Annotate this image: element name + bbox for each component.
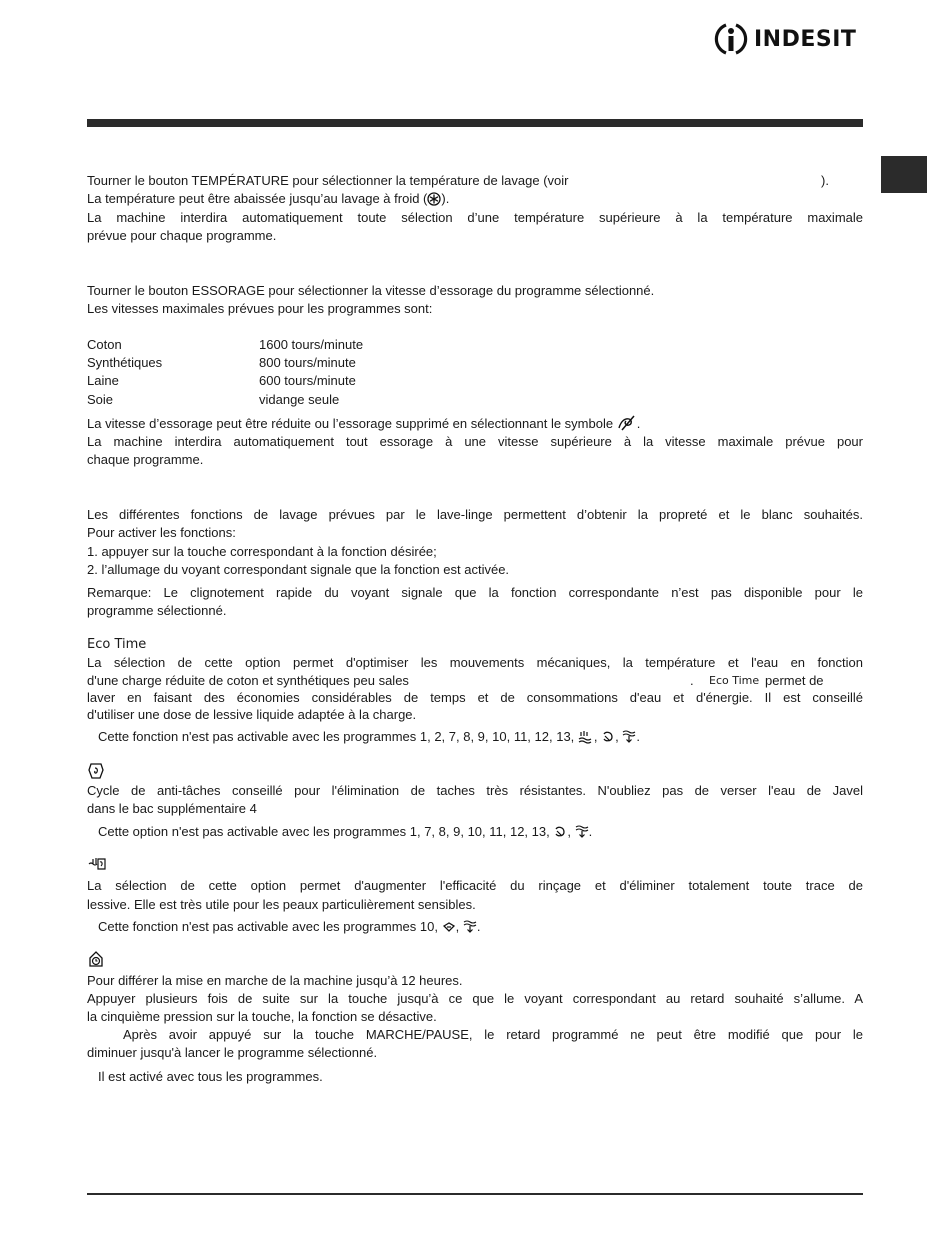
functions-line-5: Remarque: Le clignotement rapide du voyant signale que la fonction correspondante n’est pas disponible pour le (87, 585, 863, 600)
spin-line-1: Tourner le bouton ESSORAGE pour sélectionner la vitesse d’essorage du programme sélectionné. (87, 283, 655, 298)
text: . (588, 824, 593, 839)
functions-line-4: 2. l’allumage du voyant correspondant signale que la fonction est activée. (87, 562, 510, 577)
spin-row-soie (87, 392, 113, 408)
language-tab (881, 156, 927, 193)
stain-line-2: dans le bac supplémentaire 4 (87, 801, 257, 816)
temperature-line-1 (87, 173, 829, 189)
delay-line-4: Après avoir appuyé sur la touche MARCHE/PAUSE, le retard programmé ne peut être modifié que pour le (123, 1027, 863, 1042)
delay-line-2: Appuyer plusieurs fois de suite sur la touche jusqu’à ce que le voyant correspondant au retard souhaité s’allume. A (87, 991, 863, 1006)
rinse-heading-icon (87, 856, 107, 877)
spin-row-laine (87, 373, 119, 389)
text: Tourner le bouton TEMPÉRATURE pour sélectionner la température de lavage (voir (87, 173, 569, 188)
delicate-spin-icon (442, 920, 456, 934)
text: . (636, 729, 641, 744)
text: . (636, 416, 641, 431)
spin-program-icon (601, 730, 615, 744)
spin-line-3 (87, 415, 640, 432)
footer-rule (87, 1193, 863, 1195)
ecotime-line-4: d'utiliser une dose de lessive liquide adaptée à la charge. (87, 707, 417, 722)
ecotime-line-3: laver en faisant des économies considérables de temps et de consommations d'eau et d'énergie. Il est conseillé (87, 690, 863, 705)
delay-heading-icon (87, 950, 105, 975)
text: ). (821, 173, 829, 188)
text: , (615, 729, 619, 744)
text: . (476, 919, 481, 934)
ecotime-inline-label: Eco Time (709, 674, 760, 687)
text: , (455, 919, 460, 934)
stain-heading-icon (87, 762, 105, 785)
spin-line-2: Les vitesses maximales prévues pour les programmes sont: (87, 301, 433, 316)
cold-wash-icon (427, 192, 441, 206)
header-bar (87, 119, 863, 127)
rinse-program-icon (578, 730, 594, 744)
delay-line-5: diminuer jusqu'à lancer le programme sélectionné. (87, 1045, 378, 1060)
rinse-line-1: La sélection de cette option permet d'augmenter l'efficacité du rinçage et d'éliminer totalement toute trace de (87, 878, 863, 893)
spin-row-coton (87, 337, 122, 353)
program-name: Synthétiques (87, 355, 163, 370)
spin-line-4: La machine interdira automatiquement tout essorage à une vitesse supérieure à la vitesse maximale prévue pour (87, 434, 863, 449)
text: ). (441, 191, 450, 206)
rinse-note (98, 919, 480, 935)
text: . (690, 673, 694, 688)
functions-line-2: Pour activer les fonctions: (87, 525, 236, 540)
text: permet de (765, 673, 824, 688)
spin-speed: 800 tours/minute (259, 355, 356, 370)
drain-program-icon (575, 825, 589, 839)
delay-line-6: Il est activé avec tous les programmes. (98, 1069, 323, 1084)
ecotime-note (98, 729, 640, 745)
program-name: Laine (87, 373, 119, 388)
drain-program-icon (622, 730, 636, 744)
temperature-line-3: La machine interdira automatiquement toute sélection d’une température supérieure à la température maximale (87, 210, 863, 225)
ecotime-line-2 (87, 673, 863, 689)
program-name: Soie (87, 392, 114, 407)
spin-row-synthetiques (87, 355, 162, 371)
drain-program-icon (463, 920, 477, 934)
indesit-logo (712, 20, 856, 58)
text: La vitesse d’essorage peut être réduite ou l’essorage supprimé en sélectionnant le symbole (87, 416, 614, 431)
spin-program-icon (553, 825, 567, 839)
temperature-line-2 (87, 191, 449, 207)
spin-speed: 600 tours/minute (259, 373, 356, 388)
text: Cette fonction n'est pas activable avec les programmes 10, (98, 919, 438, 934)
no-spin-icon (617, 415, 637, 431)
spin-line-5: chaque programme. (87, 452, 204, 467)
spin-speed: vidange seule (259, 392, 340, 407)
brand-name: INDESIT (754, 26, 857, 52)
temperature-line-4: prévue pour chaque programme. (87, 228, 277, 243)
text: Cette option n'est pas activable avec les programmes 1, 7, 8, 9, 10, 11, 12, 13, (98, 824, 550, 839)
text: , (593, 729, 598, 744)
text: La température peut être abaissée jusqu’au lavage à froid ( (87, 191, 428, 206)
text: Cette fonction n'est pas activable avec les programmes 1, 2, 7, 8, 9, 10, 11, 12, 13, (98, 729, 575, 744)
stain-note (98, 824, 592, 840)
rinse-line-2: lessive. Elle est très utile pour les peaux particulièrement sensibles. (87, 897, 476, 912)
functions-line-1: Les différentes fonctions de lavage prévues par le lave-linge permettent d’obtenir la propreté et le blanc souhaités. (87, 507, 863, 522)
ecotime-line-1: La sélection de cette option permet d'optimiser les mouvements mécaniques, la température et l'eau en fonction (87, 655, 863, 670)
functions-line-6: programme sélectionné. (87, 603, 227, 618)
delay-line-1: Pour différer la mise en marche de la machine jusqu’à 12 heures. (87, 973, 463, 988)
ecotime-heading: Eco Time (87, 637, 147, 652)
stain-line-1: Cycle de anti-tâches conseillé pour l'élimination de taches très résistantes. N'oubliez pas de verser l'eau de Javel (87, 783, 863, 798)
spin-speed: 1600 tours/minute (259, 337, 364, 352)
text: d'une charge réduite de coton et synthétiques peu sales (87, 673, 409, 688)
program-name: Coton (87, 337, 122, 352)
delay-line-3: la cinquième pression sur la touche, la fonction se désactive. (87, 1009, 437, 1024)
text: , (567, 824, 571, 839)
indesit-i-mark-icon (712, 20, 750, 58)
functions-line-3: 1. appuyer sur la touche correspondant à la fonction désirée; (87, 544, 437, 559)
